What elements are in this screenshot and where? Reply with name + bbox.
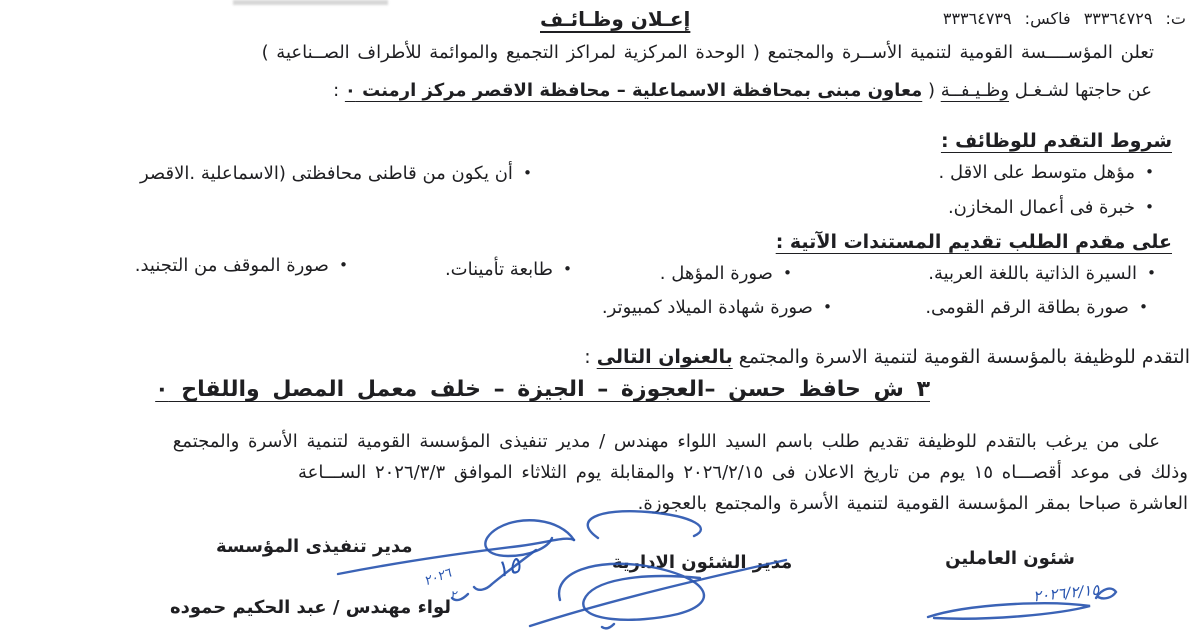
document-item xyxy=(928,263,1156,286)
document-item xyxy=(925,297,1148,320)
condition-item xyxy=(948,197,1154,220)
condition-text: أن يكون من قاطنى محافظتى (الاسماعلية .الاقصر xyxy=(140,163,513,184)
intro-line-1: تعلن المؤســــسة القومية لتنمية الأســرة والمجتمع ( الوحدة المركزية لمراكز التجميع والموائمة للأطراف الصــناعية ) xyxy=(261,42,1154,63)
intro-line-2-paren: ( xyxy=(922,80,941,101)
bullet-icon: • xyxy=(1144,198,1154,216)
document-text: صورة الموقف من التجنيد. xyxy=(134,255,329,276)
condition-text: خبرة فى أعمال المخازن. xyxy=(947,197,1135,218)
job-title: معاون مبنى بمحافظة الاسماعلية – محافظة الاقصر مركز ارمنت ٠ xyxy=(344,80,923,101)
bullet-icon: • xyxy=(562,260,572,278)
document-text: طابعة تأمينات. xyxy=(444,259,553,280)
bullet-icon: • xyxy=(338,256,348,274)
condition-text: مؤهل متوسط على الاقل . xyxy=(938,162,1135,183)
address-line: ٣ ش حافظ حسن –العجوزة – الجيزة – خلف معمل المصل واللقاح ٠ xyxy=(155,377,930,402)
signature-swoosh-staff xyxy=(928,603,1090,618)
intro-line-2 xyxy=(333,80,1152,103)
handwritten-day-left: ١٥ xyxy=(493,552,524,584)
details-line-3: العاشرة صباحا بمقر المؤسسة القومية لتنمية الأسرة والمجتمع بالعجوزة. xyxy=(637,493,1188,514)
document-text: صورة المؤهل . xyxy=(659,263,773,284)
executive-director-name: لواء مهندس / عبد الحكيم حموده xyxy=(170,597,451,618)
apply-line-suffix: : xyxy=(584,346,597,368)
executive-director-label: مدير تنفيذى المؤسسة xyxy=(216,536,413,557)
document-text: السيرة الذاتية باللغة العربية. xyxy=(928,263,1137,284)
condition-item xyxy=(140,163,532,186)
conditions-heading: شروط التقدم للوظائف : xyxy=(940,130,1172,152)
document-item xyxy=(602,297,832,320)
bullet-icon: • xyxy=(1146,264,1156,282)
details-line-1: على من يرغب بالتقدم للوظيفة تقديم طلب باسم السيد اللواء مهندس / مدير تنفيذى المؤسسة القومية لتنمية الأسرة والمجتمع xyxy=(172,431,1160,452)
handwritten-month-left: ٢ xyxy=(450,588,457,602)
bullet-icon: • xyxy=(522,164,532,182)
document-text: صورة بطاقة الرقم القومى. xyxy=(925,297,1129,318)
document-item xyxy=(135,255,348,278)
document-item xyxy=(660,263,792,286)
page-title: إعـلان وظـائـف xyxy=(540,7,691,31)
scan-artifact-smudge xyxy=(233,0,388,5)
signature-loop-exec xyxy=(485,520,574,556)
bullet-icon: • xyxy=(822,298,832,316)
bullet-icon: • xyxy=(1138,298,1148,316)
handwritten-year-left: ٢٠٢٦ xyxy=(422,565,454,590)
details-line-2: وذلك فى موعد أقصـــاه ١٥ يوم من تاريخ الاعلان فى ٢٠٢٦/٢/١٥ والمقابلة يوم الثلاثاء الموافق ٢٠٢٦/٣/٣ الســـاعة xyxy=(298,462,1188,483)
document-item xyxy=(445,259,572,282)
intro-line-2-word: وظـيـفــة xyxy=(940,80,1010,101)
document-text: صورة شهادة الميلاد كمبيوتر. xyxy=(601,297,813,318)
staff-affairs-label: شئون العاملين xyxy=(945,548,1075,569)
documents-heading: على مقدم الطلب تقديم المستندات الآتية : xyxy=(775,231,1172,253)
apply-line-prefix: التقدم للوظيفة بالمؤسسة القومية لتنمية الاسرة والمجتمع xyxy=(732,346,1190,368)
condition-item xyxy=(939,162,1154,185)
signature-hook-admin xyxy=(602,624,614,628)
bullet-icon: • xyxy=(782,264,792,282)
phone-fax-line: ت: ٣٣٣٦٤٧٢٩ فاكس: ٣٣٣٦٤٧٣٩ xyxy=(942,9,1186,28)
apply-line xyxy=(584,346,1190,370)
bullet-icon: • xyxy=(1144,163,1154,181)
admin-affairs-manager-label: مدير الشئون الادارية xyxy=(612,552,793,573)
apply-line-underlined: بالعنوان التالى xyxy=(596,346,733,368)
handwritten-date-right: ٢٠٢٦/٢/١٥ xyxy=(1032,580,1101,606)
intro-line-2-prefix: عن حاجتها لشـغـل xyxy=(1009,80,1152,101)
intro-line-2-suffix: : xyxy=(333,80,345,101)
